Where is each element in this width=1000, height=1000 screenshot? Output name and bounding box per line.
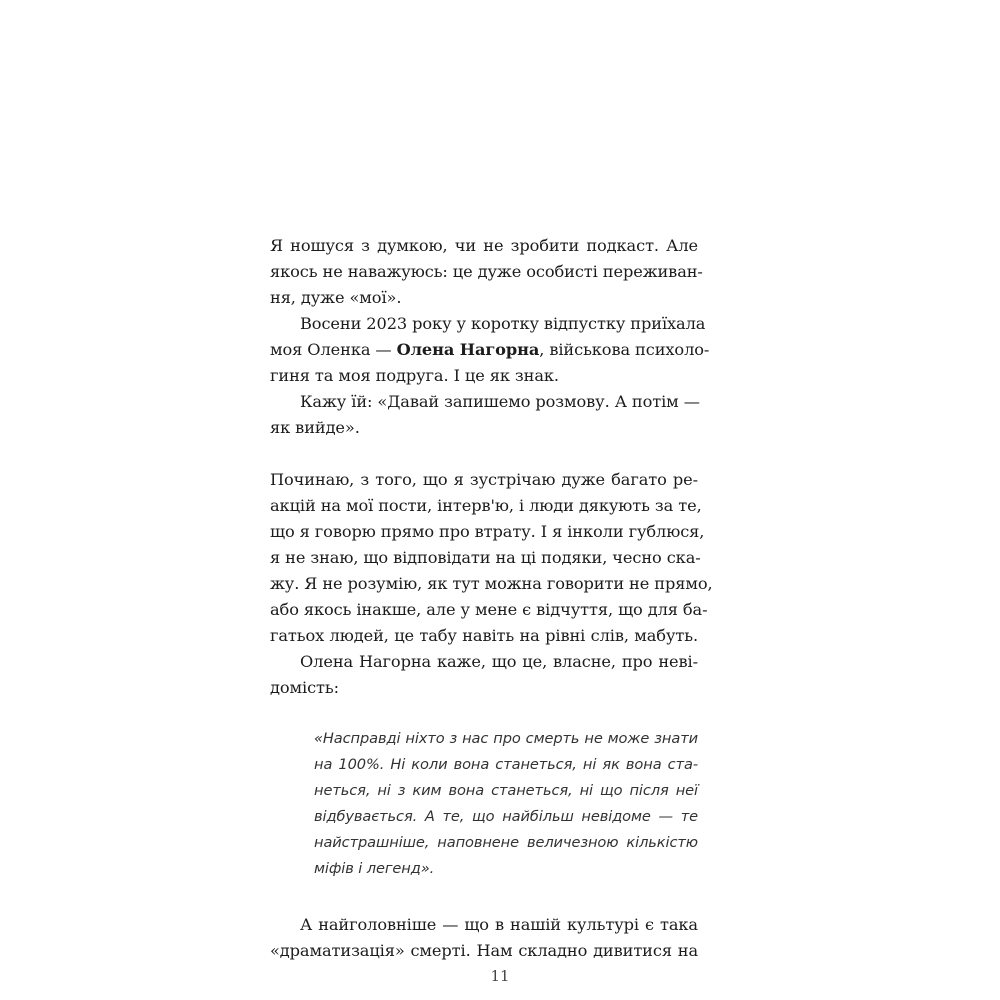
text-line: А найголовніше — що в нашій культурі є така [300,915,698,934]
text-line: або якось інакше, але у мене є відчуття, що для ба- [270,600,708,619]
text-line: жу. Я не розумію, як тут можна говорити не прямо, [270,574,713,593]
text-line: якось не наважуюсь: це дуже особисті переживан- [270,262,703,281]
text-line: Починаю, з того, що я зустрічаю дуже багато ре- [270,470,698,489]
text-line: акцій на мої пости, інтерв'ю, і люди дякують за те, [270,496,702,515]
quote-line: «Насправді ніхто з нас про смерть не може знати [314,730,698,747]
quote-line: відбувається. А те, що найбільш невідоме — те [314,808,698,825]
text-line: як вийде». [270,418,360,437]
quote-line: міфів і легенд». [314,860,435,877]
text-segment: , військова психоло- [539,340,710,359]
text-line: я не знаю, що відповідати на ці подяки, чесно ска- [270,548,701,567]
text-line: домість: [270,678,339,697]
text-line: гатьох людей, це табу навіть на рівні слів, мабуть. [270,626,698,645]
text-line: гиня та моя подруга. І це як знак. [270,366,559,385]
text-line: Я ношуся з думкою, чи не зробити подкаст. Але [270,236,698,255]
quote-line: найстрашніше, наповнене величезною кількістю [314,834,698,851]
quote-line: неться, ні з ким вона станеться, ні що після неї [314,782,698,799]
text-line: Кажу їй: «Давай запишемо розмову. А потім — [300,392,700,411]
text-segment: моя Оленка — [270,340,397,359]
text-line: «драматизація» смерті. Нам складно дивитися на [270,941,698,960]
text-line: Восени 2023 року у коротку відпустку приїхала [300,314,706,333]
person-name-bold: Олена Нагорна [396,340,540,359]
quote-line: на 100%. Ні коли вона станеться, ні як вона ста- [314,756,698,773]
text-line: ня, дуже «мої». [270,288,402,307]
text-line [270,337,710,363]
text-line: Олена Нагорна каже, що це, власне, про неві- [300,652,698,671]
text-line: що я говорю прямо про втрату. І я інколи гублюся, [270,522,705,541]
page-number: 11 [490,967,510,985]
